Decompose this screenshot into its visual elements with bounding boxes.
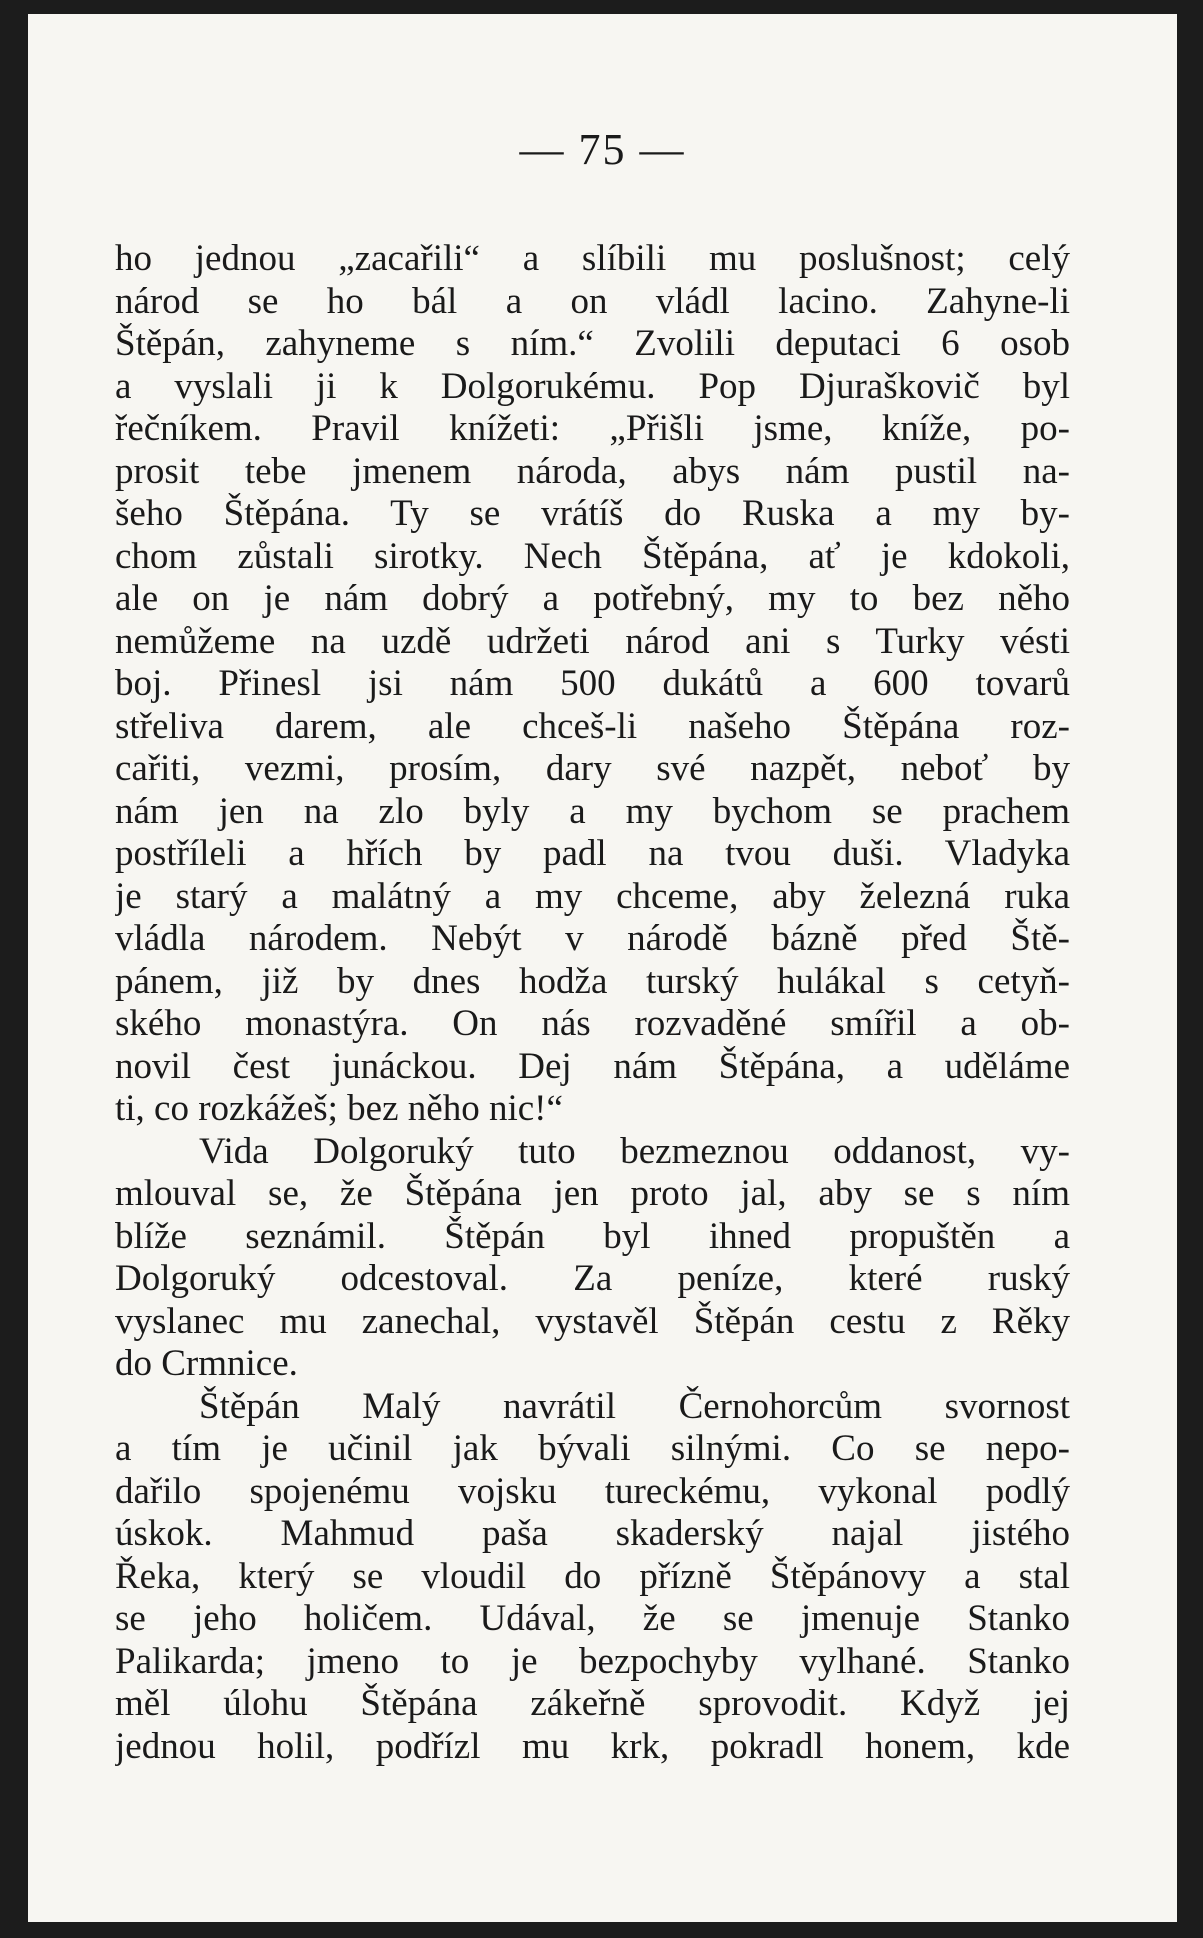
body-text <box>115 238 1070 1768</box>
text-line: cařiti, vezmi, prosím, dary své nazpět, neboť by <box>115 748 1070 789</box>
text-line: ti, co rozkážeš; bez něho nic!“ <box>115 1088 563 1129</box>
text-line: blíže seznámil. Štěpán byl ihned propuštěn a <box>115 1215 1070 1257</box>
text-line: a tím je učinil jak bývali silnými. Co se nepo- <box>115 1428 1070 1469</box>
text-line: do Crmnice. <box>115 1343 298 1384</box>
text-line: Vida Dolgoruký tuto bezmeznou oddanost, vy- <box>199 1130 1070 1172</box>
text-line: je starý a malátný a my chceme, aby železná ruka <box>115 875 1070 917</box>
text-line: se jeho holičem. Udával, že se jmenuje Stanko <box>115 1598 1070 1639</box>
text-line: národ se ho bál a on vládl lacino. Zahyne-li <box>115 280 1070 322</box>
text-line: nám jen na zlo byly a my bychom se prachem <box>115 790 1070 832</box>
text-line: vyslanec mu zanechal, vystavěl Štěpán cestu z Rěky <box>115 1300 1070 1342</box>
text-line: jednou holil, podřízl mu krk, pokradl honem, kde <box>115 1725 1070 1767</box>
text-line: pánem, již by dnes hodža turský hulákal s cetyň- <box>115 960 1070 1002</box>
text-line: řečníkem. Pravil knížeti: „Přišli jsme, kníže, po- <box>115 408 1070 449</box>
text-line: Palikarda; jmeno to je bezpochyby vylhané. Stanko <box>115 1640 1070 1682</box>
text-line: postříleli a hřích by padl na tvou duši. Vladyka <box>115 833 1070 874</box>
text-line: měl úlohu Štěpána zákeřně sprovodit. Když jej <box>115 1683 1070 1724</box>
text-line: Dolgoruký odcestoval. Za peníze, které ruský <box>115 1258 1070 1299</box>
text-line: Řeka, který se vloudil do přízně Štěpánovy a stal <box>115 1555 1070 1597</box>
text-line: Štěpán, zahyneme s ním.“ Zvolili deputaci 6 osob <box>115 323 1070 364</box>
text-line: boj. Přinesl jsi nám 500 dukátů a 600 tovarů <box>115 663 1070 704</box>
text-line: prosit tebe jmenem národa, abys nám pustil na- <box>115 450 1070 492</box>
page-number: — 75 — <box>519 125 686 174</box>
text-line: nemůžeme na uzdě udržeti národ ani s Turky vésti <box>115 620 1070 662</box>
text-line: šeho Štěpána. Ty se vrátíš do Ruska a my by- <box>115 493 1070 534</box>
text-line: ho jednou „zacařili“ a slíbili mu poslušnost; celý <box>115 238 1070 279</box>
text-line: chom zůstali sirotky. Nech Štěpána, ať je kdokoli, <box>115 535 1070 577</box>
text-line: ského monastýra. On nás rozvaděné smířil a ob- <box>115 1003 1070 1044</box>
text-line: dařilo spojenému vojsku tureckému, vykonal podlý <box>115 1470 1070 1512</box>
text-line: a vyslali ji k Dolgorukému. Pop Djuraškovič byl <box>115 365 1070 407</box>
text-line: střeliva darem, ale chceš-li našeho Štěpána roz- <box>115 705 1070 747</box>
text-line: mlouval se, že Štěpána jen proto jal, aby se s ním <box>115 1173 1070 1214</box>
text-line: Štěpán Malý navrátil Černohorcům svornost <box>199 1385 1070 1427</box>
text-line: ale on je nám dobrý a potřebný, my to bez něho <box>115 578 1070 619</box>
text-line: vládla národem. Nebýt v národě bázně před Ště- <box>115 918 1070 959</box>
text-line: novil čest junáckou. Dej nám Štěpána, a uděláme <box>115 1045 1070 1087</box>
text-line: úskok. Mahmud paša skaderský najal jistého <box>115 1513 1070 1554</box>
